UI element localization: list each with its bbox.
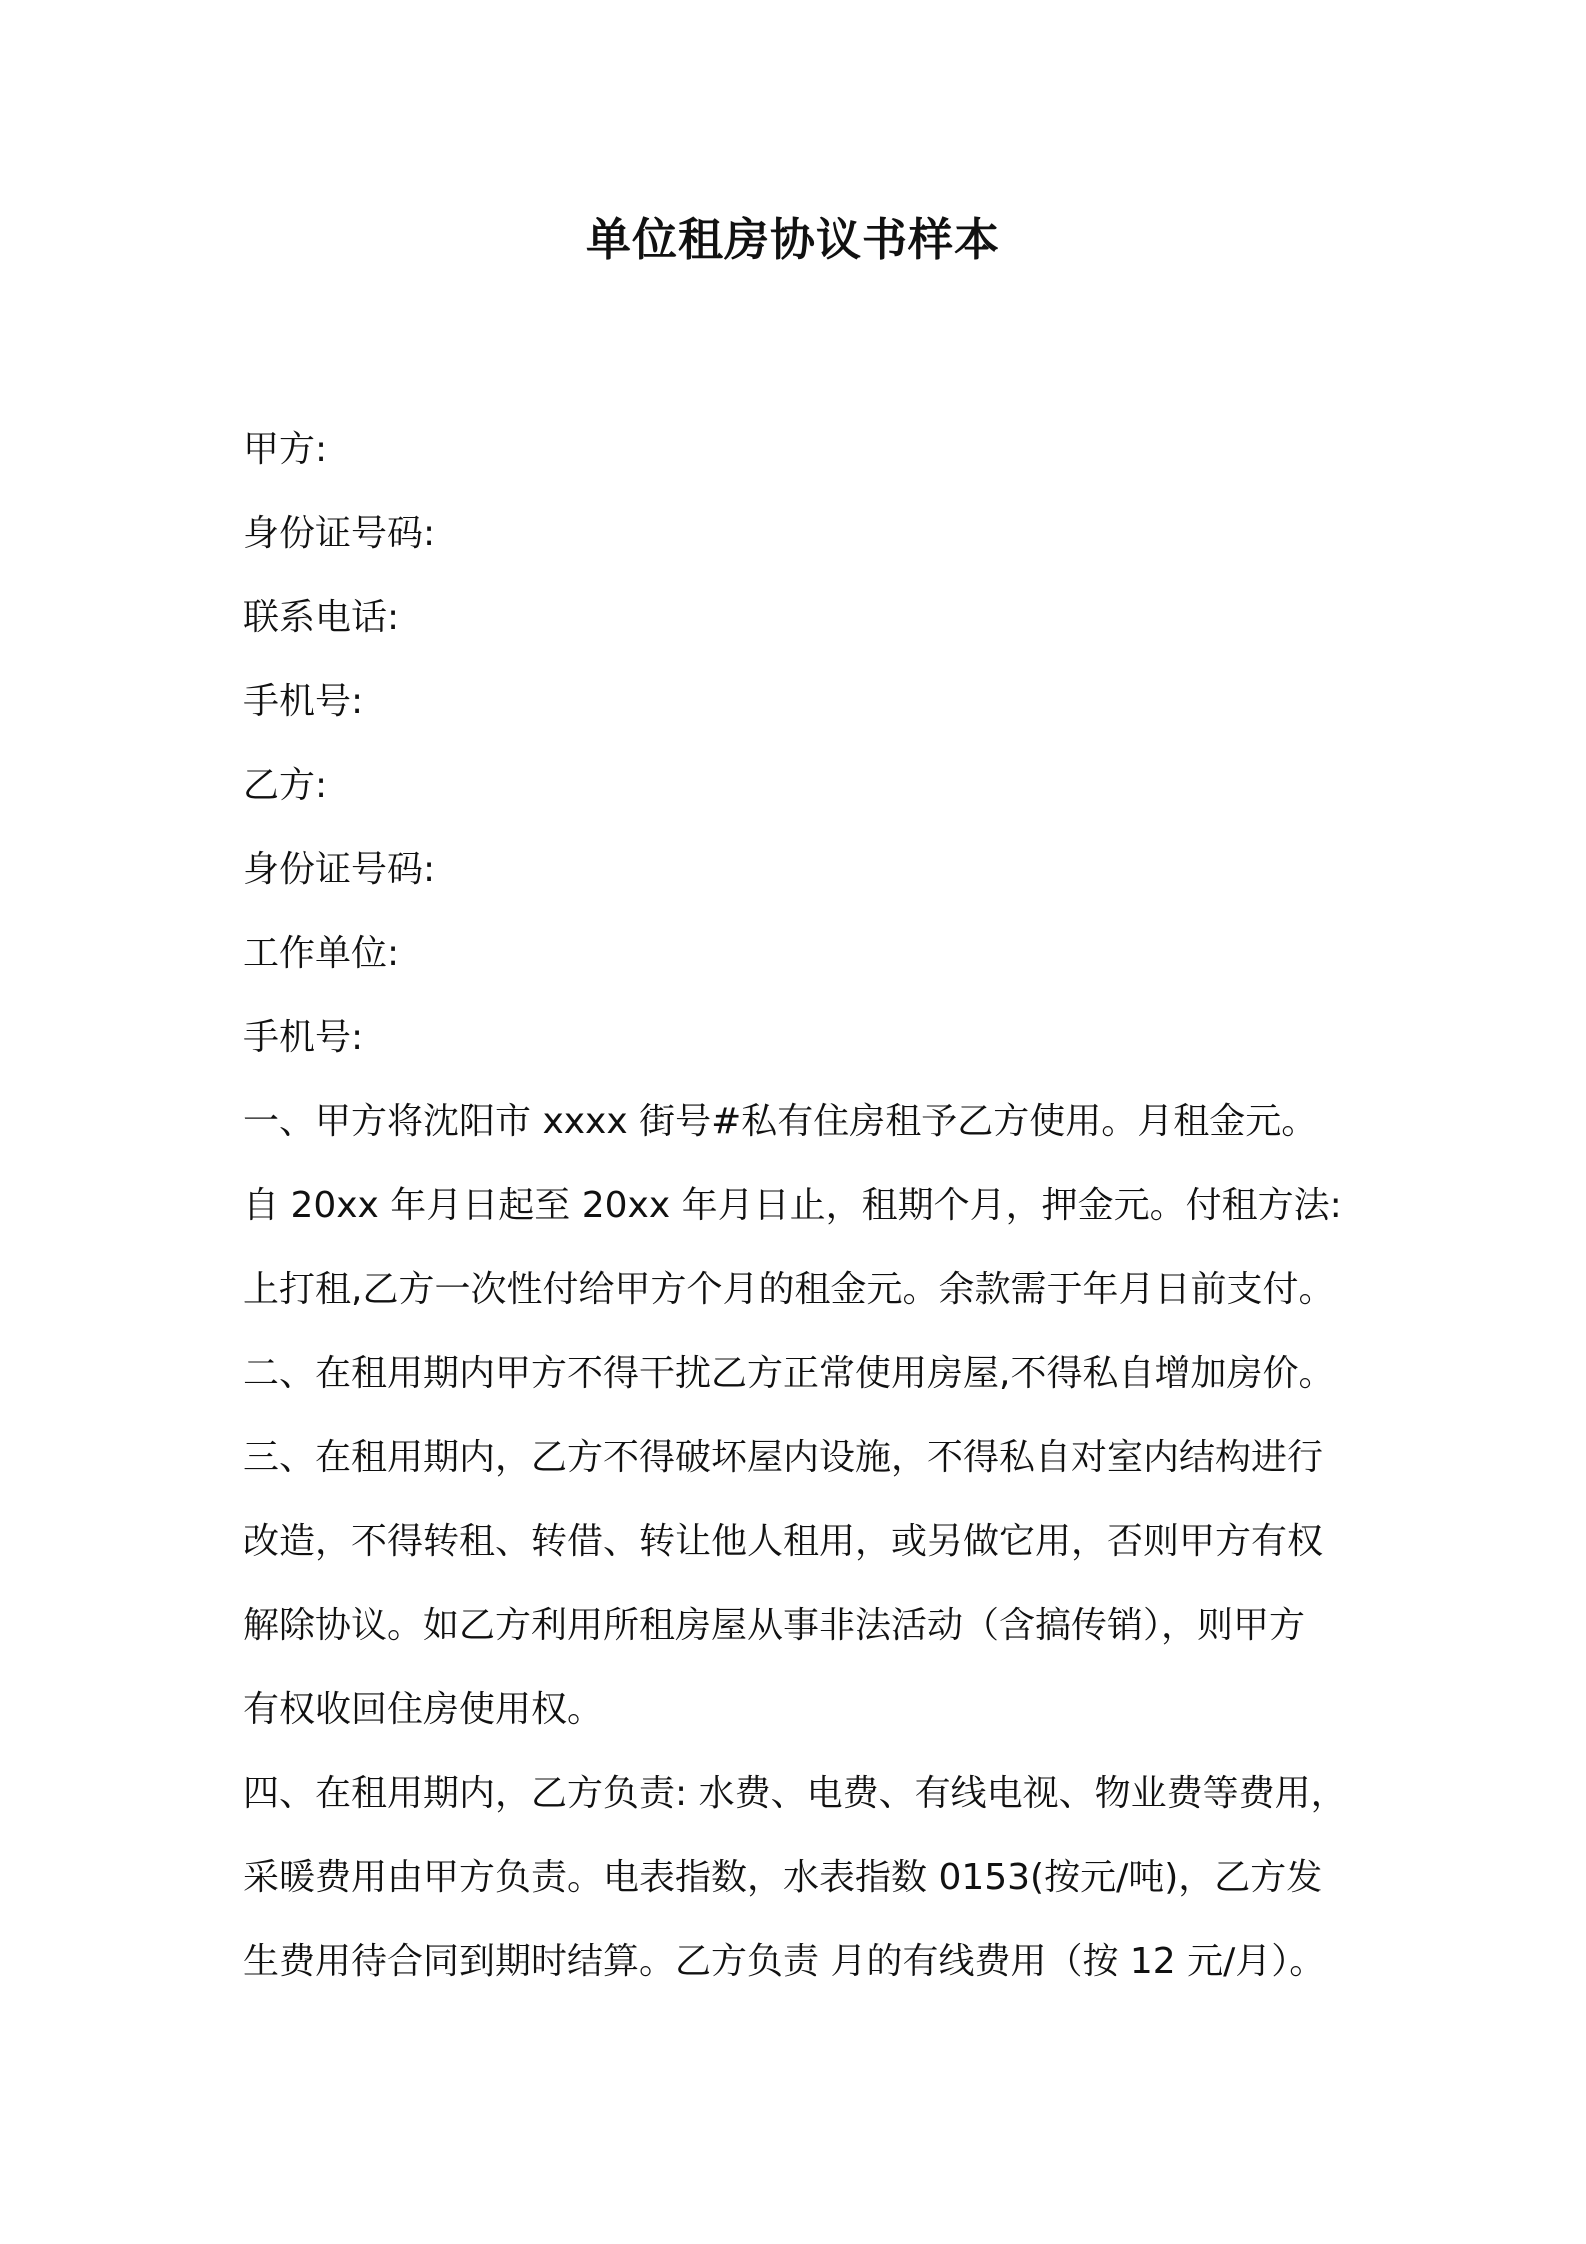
field-party-a-phone: 联系电话: (243, 597, 400, 638)
document-title: 单位租房协议书样本 (585, 213, 1000, 266)
field-party-a: 甲方: (243, 429, 328, 470)
field-party-b-id: 身份证号码: (243, 849, 436, 890)
clause-3-line-4: 有权收回住房使用权。 (243, 1689, 604, 1730)
clause-4-line-1: 四、在租用期内，乙方负责: 水费、电费、有线电视、物业费等费用， (243, 1773, 1347, 1814)
document-body (243, 408, 1363, 2004)
field-party-b: 乙方: (243, 765, 328, 806)
clause-4-line-3: 生费用待合同到期时结算。乙方负责 月的有线费用（按 12 元/月）。 (243, 1941, 1326, 1982)
clause-2-line-1: 二、在租用期内甲方不得干扰乙方正常使用房屋,不得私自增加房价。 (243, 1353, 1335, 1394)
clause-3-line-1: 三、在租用期内，乙方不得破坏屋内设施，不得私自对室内结构进行 (243, 1437, 1324, 1478)
clause-4-line-2: 采暖费用由甲方负责。电表指数，水表指数 0153(按元/吨)，乙方发 (243, 1857, 1323, 1898)
clause-1-line-1: 一、甲方将沈阳市 xxxx 街号#私有住房租予乙方使用。月租金元。 (243, 1101, 1318, 1142)
clause-1-line-2: 自 20xx 年月日起至 20xx 年月日止，租期个月，押金元。付租方法: (243, 1185, 1342, 1226)
clause-1-line-3: 上打租,乙方一次性付给甲方个月的租金元。余款需于年月日前支付。 (243, 1269, 1335, 1310)
field-party-b-employer: 工作单位: (243, 933, 400, 974)
clause-3-line-2: 改造，不得转租、转借、转让他人租用，或另做它用，否则甲方有权 (243, 1521, 1324, 1562)
clause-3-line-3: 解除协议。如乙方利用所租房屋从事非法活动（含搞传销），则甲方 (243, 1605, 1306, 1646)
field-party-b-mobile: 手机号: (243, 1017, 364, 1058)
field-party-a-id: 身份证号码: (243, 513, 436, 554)
field-party-a-mobile: 手机号: (243, 681, 364, 722)
